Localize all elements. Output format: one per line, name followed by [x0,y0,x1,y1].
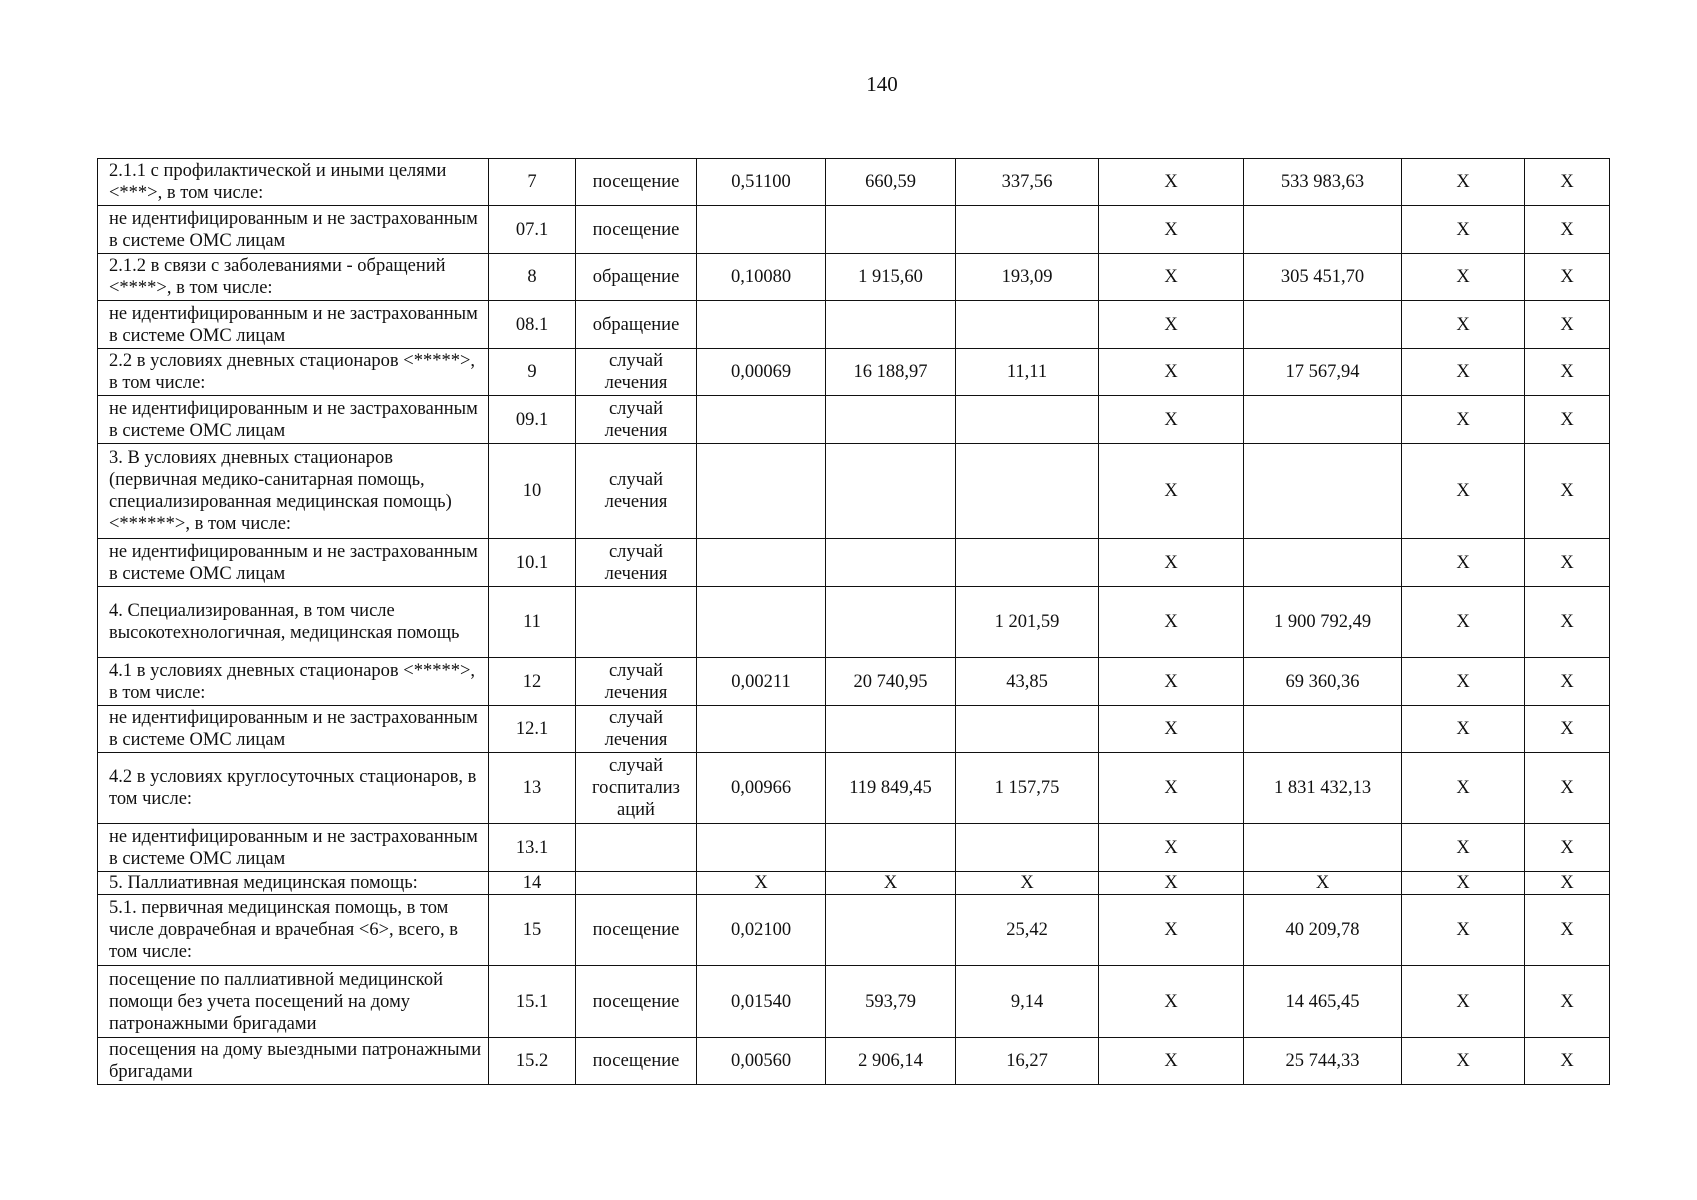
table-row [98,539,1610,587]
row-value-cell [956,824,1099,872]
row-value-cell: 20 740,95 [826,658,956,706]
row-value-cell [1244,396,1402,444]
row-value-cell [826,706,956,753]
row-value-cell [697,706,826,753]
row-value-cell [826,301,956,349]
row-value-cell: X [1525,872,1610,895]
row-code-cell: 8 [489,254,576,301]
row-value-cell: 0,10080 [697,254,826,301]
row-value-cell [1244,539,1402,587]
row-unit-cell: обращение [576,301,697,349]
row-value-cell [1244,824,1402,872]
row-value-cell: X [1525,301,1610,349]
row-code-cell: 14 [489,872,576,895]
row-value-cell: X [1099,872,1244,895]
row-value-cell [956,396,1099,444]
row-code-cell: 12 [489,658,576,706]
row-unit-cell: случай лечения [576,706,697,753]
row-value-cell: X [1099,658,1244,706]
row-code-cell: 9 [489,349,576,396]
row-value-cell: X [1402,254,1525,301]
table-row [98,895,1610,966]
row-value-cell [826,539,956,587]
row-value-cell: 43,85 [956,658,1099,706]
row-value-cell: X [697,872,826,895]
row-value-cell [826,206,956,254]
row-value-cell [956,539,1099,587]
page-number: 140 [866,72,898,96]
row-value-cell [826,444,956,539]
row-value-cell: X [1402,706,1525,753]
row-value-cell: X [1402,539,1525,587]
row-code-cell: 11 [489,587,576,658]
table-row [98,254,1610,301]
row-value-cell: 119 849,45 [826,753,956,824]
table-row [98,301,1610,349]
row-value-cell: X [1402,206,1525,254]
row-value-cell: 593,79 [826,966,956,1038]
row-value-cell: X [956,872,1099,895]
row-code-cell: 7 [489,159,576,206]
row-value-cell: X [1525,206,1610,254]
row-value-cell: X [1099,349,1244,396]
row-value-cell [697,824,826,872]
row-code-cell: 10 [489,444,576,539]
table-row [98,206,1610,254]
row-value-cell: 17 567,94 [1244,349,1402,396]
row-value-cell [697,539,826,587]
table-row [98,966,1610,1038]
table-row [98,658,1610,706]
table-row [98,587,1610,658]
row-value-cell: X [1099,539,1244,587]
row-value-cell: X [1099,444,1244,539]
row-code-cell: 09.1 [489,396,576,444]
row-name-cell: посещения на дому выездными патронажными бригадами [98,1038,489,1085]
row-value-cell: X [1099,1038,1244,1085]
row-value-cell [826,587,956,658]
row-unit-cell [576,872,697,895]
row-value-cell: X [1402,444,1525,539]
row-code-cell: 10.1 [489,539,576,587]
row-name-cell: 2.1.2 в связи с заболеваниями - обращений <****>, в том числе: [98,254,489,301]
row-value-cell [826,824,956,872]
row-value-cell: X [1099,966,1244,1038]
row-value-cell: 533 983,63 [1244,159,1402,206]
row-value-cell [826,895,956,966]
row-value-cell: X [1402,159,1525,206]
row-value-cell: X [1402,966,1525,1038]
row-value-cell: X [1402,895,1525,966]
row-value-cell: 305 451,70 [1244,254,1402,301]
row-value-cell: X [1099,587,1244,658]
row-value-cell: 9,14 [956,966,1099,1038]
row-name-cell: 4.1 в условиях дневных стационаров <*****>, в том числе: [98,658,489,706]
row-value-cell: X [1402,301,1525,349]
row-value-cell: 14 465,45 [1244,966,1402,1038]
row-value-cell: X [1525,159,1610,206]
row-value-cell: X [1525,587,1610,658]
row-value-cell: 1 900 792,49 [1244,587,1402,658]
row-code-cell: 12.1 [489,706,576,753]
row-value-cell: X [1402,349,1525,396]
table-body [98,159,1610,1085]
row-name-cell: 5. Паллиативная медицинская помощь: [98,872,489,895]
row-unit-cell: обращение [576,254,697,301]
table-row [98,872,1610,895]
row-value-cell: X [1402,658,1525,706]
row-value-cell: X [1525,895,1610,966]
row-value-cell: 0,00211 [697,658,826,706]
row-value-cell: X [1525,966,1610,1038]
row-value-cell: 25,42 [956,895,1099,966]
row-code-cell: 15.1 [489,966,576,1038]
row-unit-cell: посещение [576,895,697,966]
row-unit-cell: посещение [576,966,697,1038]
row-unit-cell [576,824,697,872]
row-value-cell: X [1525,539,1610,587]
table-row [98,706,1610,753]
row-value-cell: X [1402,872,1525,895]
row-value-cell: 0,00069 [697,349,826,396]
row-value-cell: X [1525,349,1610,396]
data-table [97,158,1610,1085]
row-value-cell: 1 915,60 [826,254,956,301]
row-value-cell: 40 209,78 [1244,895,1402,966]
row-code-cell: 15.2 [489,1038,576,1085]
row-value-cell: 16 188,97 [826,349,956,396]
row-value-cell: 25 744,33 [1244,1038,1402,1085]
row-value-cell [1244,301,1402,349]
row-value-cell: X [1525,396,1610,444]
row-value-cell: X [1099,824,1244,872]
row-name-cell: не идентифицированным и не застрахованным в системе ОМС лицам [98,539,489,587]
row-name-cell: 4.2 в условиях круглосуточных стационаров, в том числе: [98,753,489,824]
table-row [98,444,1610,539]
row-code-cell: 15 [489,895,576,966]
row-value-cell: 337,56 [956,159,1099,206]
row-name-cell: не идентифицированным и не застрахованным в системе ОМС лицам [98,206,489,254]
row-value-cell: X [1525,706,1610,753]
row-value-cell: 0,01540 [697,966,826,1038]
row-unit-cell: случай лечения [576,539,697,587]
row-value-cell: X [1525,658,1610,706]
row-unit-cell: посещение [576,1038,697,1085]
row-value-cell: X [1525,824,1610,872]
row-value-cell: 11,11 [956,349,1099,396]
row-code-cell: 08.1 [489,301,576,349]
row-value-cell: X [1402,1038,1525,1085]
row-value-cell [697,301,826,349]
row-name-cell: 3. В условиях дневных стационаров (первичная медико-санитарная помощь, специализированная медицинская помощь) <******>, в том числе: [98,444,489,539]
row-name-cell: не идентифицированным и не застрахованным в системе ОМС лицам [98,396,489,444]
row-code-cell: 13.1 [489,824,576,872]
row-unit-cell: посещение [576,206,697,254]
row-value-cell [956,444,1099,539]
row-value-cell: 660,59 [826,159,956,206]
row-unit-cell: случай лечения [576,396,697,444]
table-row [98,824,1610,872]
row-value-cell: X [1402,753,1525,824]
row-value-cell: 1 831 432,13 [1244,753,1402,824]
row-value-cell: X [1099,396,1244,444]
row-code-cell: 13 [489,753,576,824]
row-value-cell: 69 360,36 [1244,658,1402,706]
row-unit-cell: случай лечения [576,349,697,396]
table-row [98,349,1610,396]
row-value-cell [1244,206,1402,254]
row-code-cell: 07.1 [489,206,576,254]
row-name-cell: 2.2 в условиях дневных стационаров <*****>, в том числе: [98,349,489,396]
row-value-cell: X [1402,587,1525,658]
row-value-cell: 0,00560 [697,1038,826,1085]
row-value-cell: X [1099,206,1244,254]
row-value-cell [1244,706,1402,753]
row-value-cell [697,396,826,444]
table-row [98,1038,1610,1085]
row-value-cell [697,587,826,658]
row-value-cell [697,444,826,539]
table-row [98,159,1610,206]
row-unit-cell: случай лечения [576,658,697,706]
row-value-cell: 193,09 [956,254,1099,301]
row-value-cell: X [1244,872,1402,895]
row-value-cell: X [1099,301,1244,349]
row-value-cell [956,301,1099,349]
row-value-cell [956,206,1099,254]
row-unit-cell: случай госпитализ аций [576,753,697,824]
row-name-cell: не идентифицированным и не застрахованным в системе ОМС лицам [98,824,489,872]
row-value-cell: X [1099,706,1244,753]
row-name-cell: 2.1.1 с профилактической и иными целями <***>, в том числе: [98,159,489,206]
row-value-cell [1244,444,1402,539]
row-value-cell: 0,02100 [697,895,826,966]
row-unit-cell: случай лечения [576,444,697,539]
table-row [98,753,1610,824]
row-value-cell: X [1525,753,1610,824]
row-value-cell: X [1402,396,1525,444]
row-name-cell: посещение по паллиативной медицинской помощи без учета посещений на дому патронажными бригадами [98,966,489,1038]
row-value-cell: X [826,872,956,895]
row-value-cell: 0,51100 [697,159,826,206]
row-value-cell: X [1099,254,1244,301]
row-value-cell: X [1099,159,1244,206]
row-value-cell: X [1525,444,1610,539]
row-value-cell: X [1402,824,1525,872]
row-value-cell: X [1525,254,1610,301]
row-name-cell: не идентифицированным и не застрахованным в системе ОМС лицам [98,706,489,753]
row-value-cell: 16,27 [956,1038,1099,1085]
row-value-cell: X [1525,1038,1610,1085]
row-value-cell: X [1099,753,1244,824]
row-value-cell [826,396,956,444]
row-value-cell [956,706,1099,753]
row-value-cell [697,206,826,254]
table-row [98,396,1610,444]
row-value-cell: 1 201,59 [956,587,1099,658]
row-unit-cell: посещение [576,159,697,206]
row-value-cell: 1 157,75 [956,753,1099,824]
row-value-cell: 2 906,14 [826,1038,956,1085]
row-name-cell: 4. Специализированная, в том числе высокотехнологичная, медицинская помощь [98,587,489,658]
row-unit-cell [576,587,697,658]
row-value-cell: X [1099,895,1244,966]
row-name-cell: 5.1. первичная медицинская помощь, в том числе доврачебная и врачебная <6>, всего, в том числе: [98,895,489,966]
row-name-cell: не идентифицированным и не застрахованным в системе ОМС лицам [98,301,489,349]
row-value-cell: 0,00966 [697,753,826,824]
